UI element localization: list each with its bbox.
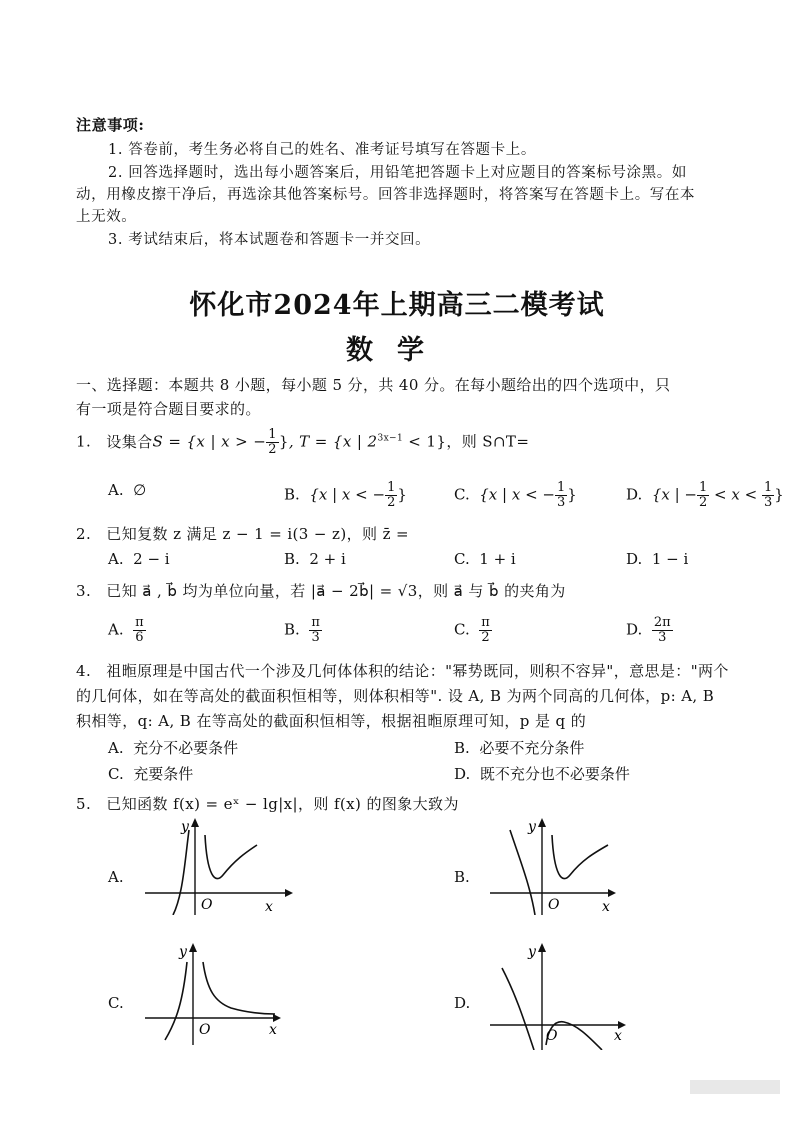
origin-label: O: [548, 897, 560, 913]
axis-y-label: y: [528, 819, 536, 835]
notice-title: 注意事项:: [76, 116, 145, 134]
q2-option-b[interactable]: B. 2 + i: [284, 550, 346, 568]
set-t-end: < 1}: [403, 432, 447, 451]
question-number: 5.: [76, 795, 92, 813]
notice-item-1: 1. 答卷前，考生务必将自己的姓名、准考证号填写在答题卡上。: [108, 142, 536, 158]
q1-option-a[interactable]: A. ∅: [108, 481, 147, 499]
axis-y-label: y: [179, 944, 187, 960]
question-1: [76, 428, 529, 457]
question-number: 1.: [76, 432, 92, 451]
q4-option-d[interactable]: D. 既不充分也不必要条件: [454, 765, 630, 783]
q5-option-d[interactable]: D.: [454, 994, 471, 1012]
origin-label: O: [201, 897, 213, 913]
question-stem: 设集合: [106, 432, 153, 451]
section-instructions-cont: 有一项是符合题目要求的。: [76, 400, 261, 418]
q3-option-a[interactable]: A. $\frac{\pi}{6}$: [108, 615, 144, 645]
question-stem: 已知 a⃗ , b⃗ 均为单位向量，若 |a⃗ − 2b⃗| = √3，则 a⃗ 与 b⃗ 的夹角为: [106, 582, 566, 600]
q1-option-c[interactable]: C. {x | x < − $\frac{1}{3}$ }: [454, 480, 577, 510]
axis-x-label: x: [602, 899, 610, 915]
question-stem: 已知函数 f(x) = eˣ − lg|x|，则 f(x) 的图象大致为: [106, 795, 459, 813]
graph-d[interactable]: [490, 940, 640, 1050]
scan-artifact: [690, 1080, 780, 1094]
question-stem: 已知复数 z 满足 z − 1 = i(3 − z)，则 z̄ =: [106, 525, 410, 543]
notice-item-3: 3. 考试结束后，将本试题卷和答题卡一并交回。: [108, 232, 431, 248]
section-instructions: 一、选择题：本题共 8 小题，每小题 5 分，共 40 分。在每小题给出的四个选项中，只: [76, 376, 671, 394]
graph-b[interactable]: [490, 815, 640, 915]
question-5: [76, 793, 459, 814]
q3-option-c[interactable]: C. $\frac{\pi}{2}$: [454, 615, 490, 645]
q4-option-a[interactable]: A. 充分不必要条件: [108, 739, 239, 757]
q3-option-d[interactable]: D. $\frac{2\pi}{3}$: [626, 615, 671, 645]
question-number: 3.: [76, 582, 92, 600]
q5-option-a[interactable]: A.: [108, 868, 124, 886]
exam-title: 怀化市2024年上期高三二模考试: [189, 290, 605, 321]
q2-option-c[interactable]: C. 1 + i: [454, 550, 516, 568]
exam-subject: 数学: [346, 335, 448, 366]
question-2: [76, 523, 409, 544]
q1-option-d[interactable]: D. {x | − $\frac{1}{2}$ < x < $\frac{1}{3}$ }: [626, 480, 784, 510]
axis-x-label: x: [269, 1022, 277, 1038]
axis-y-label: y: [528, 944, 536, 960]
fraction: $\frac{1}{2}$: [268, 427, 277, 457]
q2-option-a[interactable]: A. 2 − i: [108, 550, 170, 568]
q4-option-b[interactable]: B. 必要不充分条件: [454, 739, 585, 757]
notice-item-2: 2. 回答选择题时，选出每小题答案后，用铅笔把答题卡上对应题目的答案标号涂黑。如: [108, 165, 687, 181]
origin-label: O: [546, 1028, 558, 1044]
axis-y-label: y: [181, 819, 189, 835]
notice-item-2-end: 上无效。: [76, 209, 137, 225]
q4-option-c[interactable]: C. 充要条件: [108, 765, 194, 783]
q2-option-d[interactable]: D. 1 − i: [626, 550, 689, 568]
q1-option-b[interactable]: B. {x | x < − $\frac{1}{2}$ }: [284, 480, 407, 510]
question-4: [76, 660, 729, 681]
set-s: S = {x | x > −: [152, 432, 267, 451]
brace-close: }: [278, 432, 289, 451]
exponent: 3x−1: [377, 433, 404, 444]
q5-option-c[interactable]: C.: [108, 994, 124, 1012]
graph-a[interactable]: [145, 815, 295, 915]
graph-c[interactable]: [145, 940, 295, 1045]
question-stem-end: ，则 S∩T=: [446, 432, 530, 451]
axis-x-label: x: [614, 1028, 622, 1044]
question-4-end: 积相等，q: A, B 在等高处的截面积恒相等，根据祖暅原理可知，p 是 q 的: [76, 712, 587, 730]
question-number: 4.: [76, 662, 92, 680]
question-stem: 祖暅原理是中国古代一个涉及几何体体积的结论："幂势既同，则积不容异"，意思是："两个: [106, 662, 729, 680]
axis-x-label: x: [265, 899, 273, 915]
q3-option-b[interactable]: B. $\frac{\pi}{3}$: [284, 615, 320, 645]
set-t: , T = {x | 2: [288, 432, 378, 451]
question-4-cont: 的几何体，如在等高处的截面积恒相等，则体积相等". 设 A, B 为两个同高的几何体，p: A, B: [76, 687, 715, 705]
notice-item-2-cont: 动，用橡皮擦干净后，再选涂其他答案标号。回答非选择题时，将答案写在答题卡上。写在本: [76, 187, 696, 203]
origin-label: O: [199, 1022, 211, 1038]
question-3: [76, 580, 566, 601]
question-number: 2.: [76, 525, 92, 543]
q5-option-b[interactable]: B.: [454, 868, 470, 886]
